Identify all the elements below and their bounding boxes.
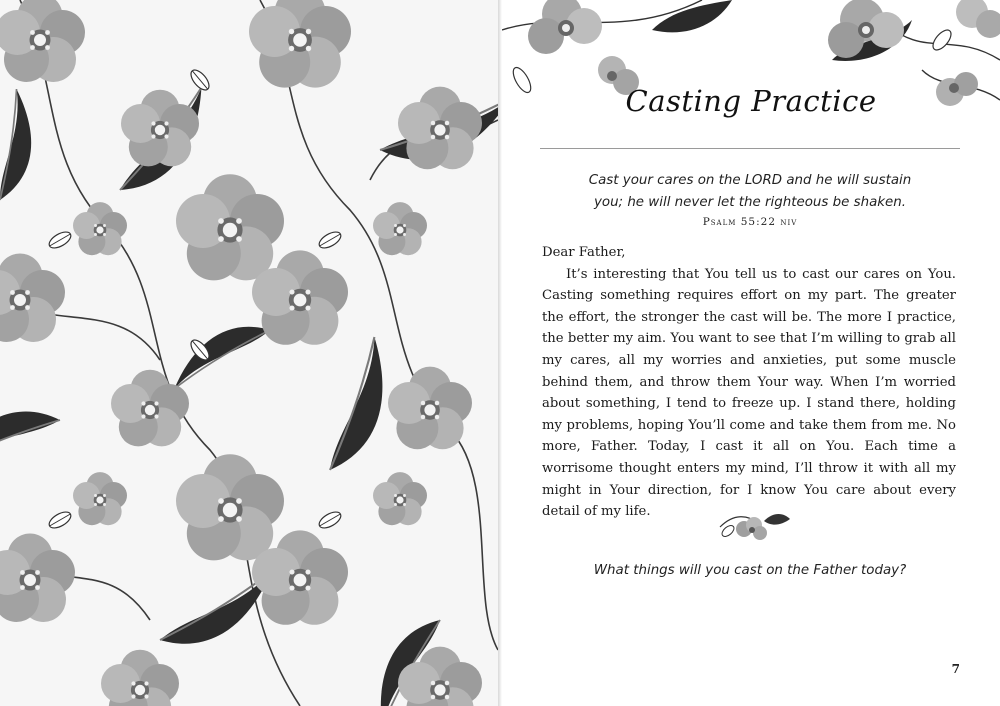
scripture-verse [542,170,958,214]
devotion-paragraph: It’s interesting that You tell us to cast our cares on You. Casting something requires effort on my part. The greater the effort, the stronger the cast will be. The more I practice, the better my aim. You want to see that I’m willing to grab all my cares, all my worries and anxieties, put some muscle behind them, and throw them Your way. When I’m worried about something, I tend to freeze up. I stand there, holding my problems, hoping You’ll come and take them from me. No more, Father. Today, I cast it all on You. Each time a worrisome thought enters my mind, I’ll throw it with all my might in Your direction, for I know You care about every detail of my life. [542,266,956,520]
floral-pattern-icon [0,0,498,706]
left-page-floral-pattern [0,0,498,706]
verse-line-2: you; he will never let the righteous be shaken. [593,195,907,210]
verse-line-1: Cast your cares on the LORD and he will sustain [588,173,912,188]
salutation: Dear Father, [542,245,626,260]
reflection-question: What things will you cast on the Father today? [593,563,907,578]
verse-reference: Psalm 55:22 niv [702,216,798,228]
right-page [502,0,1000,706]
page-title: Casting Practice [625,84,877,118]
devotion-text [542,242,956,523]
page-number: 7 [951,662,960,676]
small-flower-divider-icon [714,505,794,545]
title-divider [540,148,960,149]
